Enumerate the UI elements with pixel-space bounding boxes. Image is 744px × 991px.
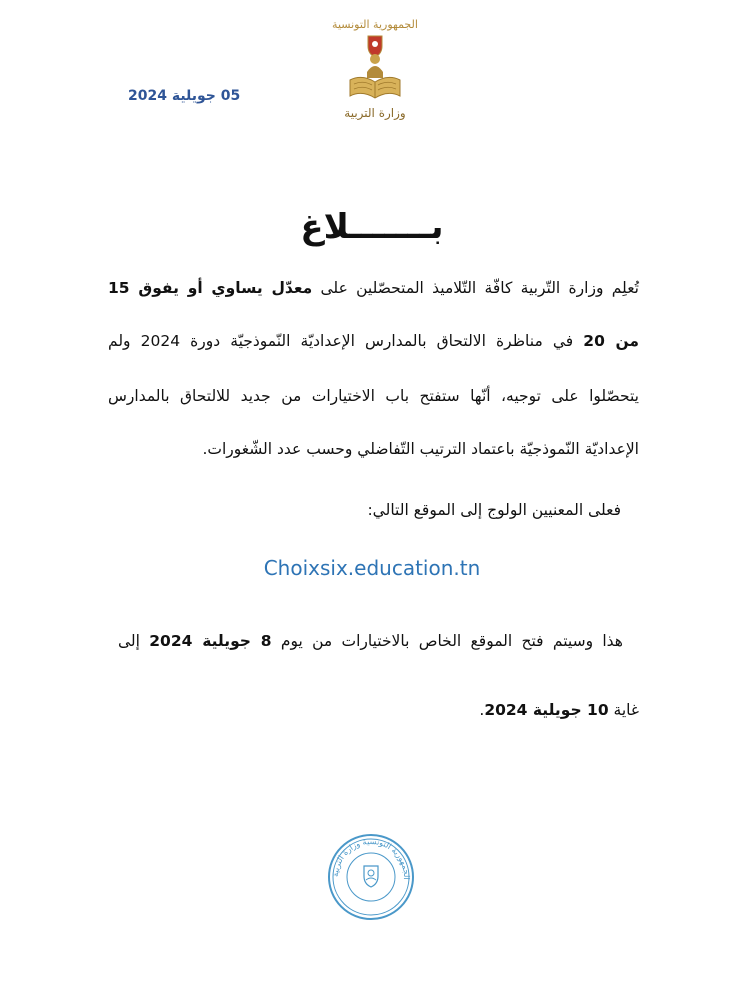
stamp-icon: [326, 832, 416, 922]
line-1-bold: معدّل يساوي أو يفوق 15: [108, 279, 313, 297]
paragraph-line-1: [108, 277, 639, 299]
paragraph-line-6: [118, 630, 623, 652]
line-6-text: هذا وسيتم فتح الموقع الخاص بالاختيارات من يوم: [271, 632, 623, 650]
choices-site-link[interactable]: Choixsix.education.tn: [263, 556, 481, 580]
stamp-text: الجمهورية التونسية وزارة التربية: [330, 836, 412, 880]
ministry-emblem: [320, 14, 430, 126]
line-1-text: تُعلِم وزارة التّربية كافّة التّلاميذ المتحصّلين على: [312, 279, 639, 297]
line-6-bold: 8 جويلية 2024: [149, 632, 272, 650]
line-2-text: في مناظرة الالتحاق بالمدارس الإعداديّة النّموذجيّة دورة 2024 ولم: [108, 332, 584, 350]
paragraph-line-7: [108, 699, 639, 721]
paragraph-line-2: [108, 330, 639, 352]
line-7-end: .: [479, 701, 485, 719]
paragraph-line-5: فعلى المعنيين الولوج إلى الموقع التالي:: [367, 501, 621, 519]
emblem-bottom-text: وزارة التربية: [344, 106, 406, 120]
emblem-icon: [320, 14, 430, 126]
line-6-end: إلى: [118, 632, 150, 650]
line-2-bold: من 20: [583, 332, 639, 350]
document-date: 05 جويلية 2024: [128, 88, 241, 104]
paragraph-line-3: يتحصّلوا على توجيه، أنّها ستفتح باب الاختيارات من جديد للالتحاق بالمدارس: [108, 387, 639, 405]
paragraph-line-4: الإعداديّة النّموذجيّة باعتماد الترتيب التّفاضلي وحسب عدد الشّغورات.: [202, 440, 639, 458]
emblem-top-text: الجمهورية التونسية: [332, 18, 418, 31]
line-7-text: غاية: [608, 701, 639, 719]
page-title: بـــــــلاغ: [300, 207, 444, 247]
ministry-stamp: [326, 832, 416, 922]
line-7-bold: 10 جويلية 2024: [484, 701, 609, 719]
